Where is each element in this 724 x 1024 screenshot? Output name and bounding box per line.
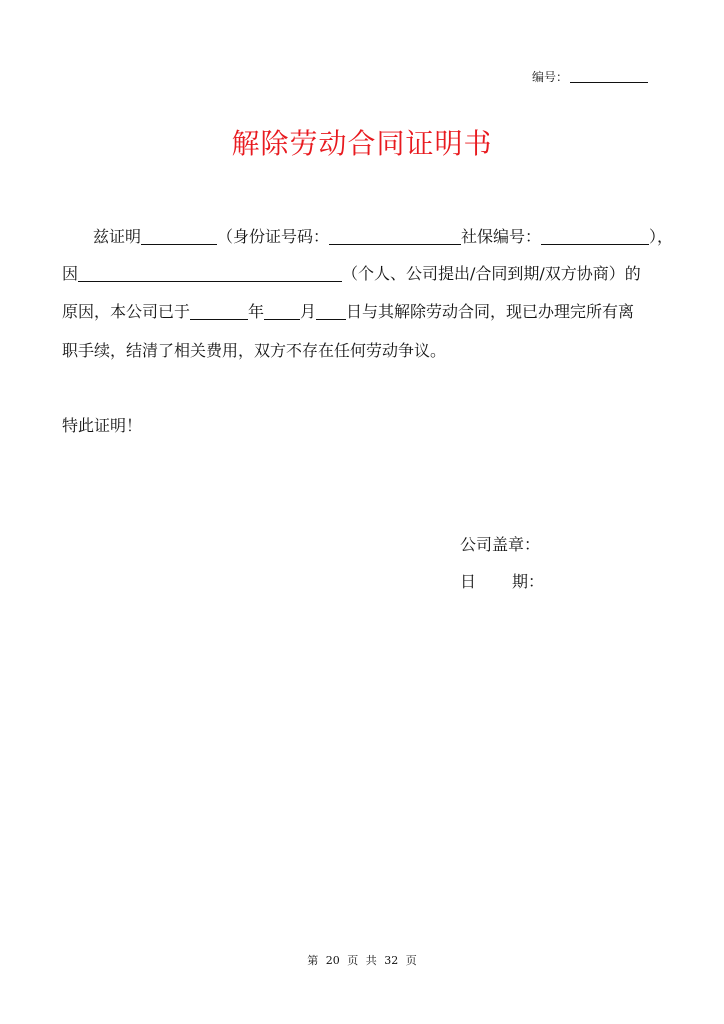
body-line-4: 职手续，结清了相关费用，双方不存在任何劳动争议。 (62, 341, 447, 360)
document-number-blank[interactable] (570, 66, 648, 83)
body-line-3 (62, 301, 634, 323)
page-footer: 第 20 页 共 32 页 (307, 954, 417, 967)
termination-text-end: 日与其解除劳动合同，现已办理完所有离 (346, 302, 635, 321)
certify-text: 兹证明 (93, 227, 142, 246)
reason-options: （个人、公司提出/合同到期/双方协商）的 (342, 264, 641, 283)
termination-text: 原因，本公司已于 (62, 302, 191, 321)
page-title: 解除劳动合同证明书 (231, 127, 493, 160)
date-label-part-2: 期： (512, 572, 545, 591)
month-blank[interactable] (264, 303, 300, 320)
body-line-2 (62, 263, 641, 285)
name-blank[interactable] (141, 228, 217, 245)
line1-end: ）， (649, 227, 674, 246)
company-seal-label: 公司盖章： (460, 535, 541, 554)
document-number-label: 编号： (532, 70, 569, 84)
document-number (532, 66, 648, 85)
signature-date (460, 569, 544, 592)
month-label: 月 (300, 302, 317, 321)
closing-statement: 特此证明！ (62, 416, 143, 435)
reason-blank[interactable] (78, 265, 342, 282)
date-label-part-1: 日 (460, 572, 477, 591)
body-line-1 (93, 226, 673, 248)
id-number-label: （身份证号码： (217, 227, 330, 246)
reason-prefix: 因 (62, 264, 79, 283)
year-label: 年 (248, 302, 265, 321)
id-number-blank[interactable] (329, 228, 461, 245)
day-blank[interactable] (316, 303, 346, 320)
social-security-label: 社保编号： (461, 227, 542, 246)
year-blank[interactable] (190, 303, 248, 320)
social-security-blank[interactable] (541, 228, 649, 245)
